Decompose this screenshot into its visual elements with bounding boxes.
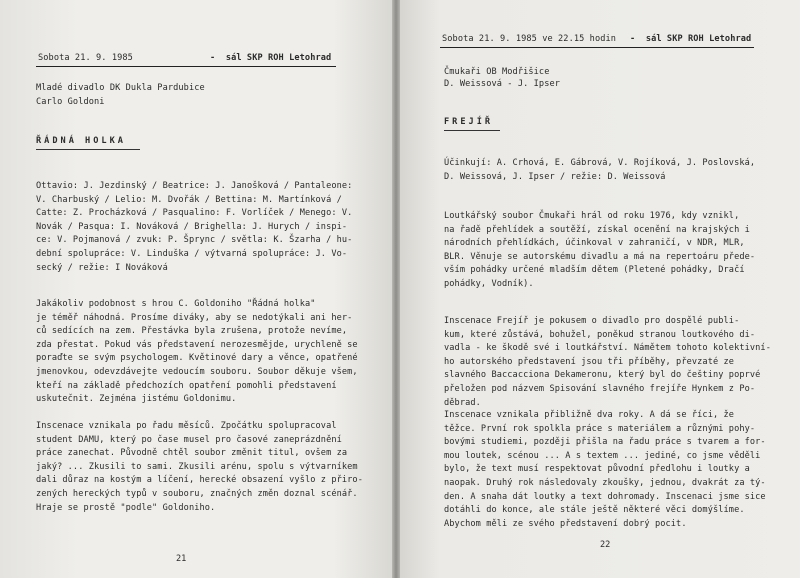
right-authors: D. Weissová - J. Ipser	[444, 79, 561, 89]
text-line: secký / režie: I Nováková	[36, 262, 168, 273]
text-line: den. A snaha dát loutky a text dohromady. Inscenaci jsme sice	[444, 491, 766, 502]
right-header-venue: - sál SKP ROH Letohrad	[630, 34, 752, 44]
text-line: slavného Baccaccionа Dekameronu, který byl do češtiny poprvé	[444, 370, 761, 381]
left-author: Carlo Goldoni	[36, 97, 105, 107]
page-21	[0, 0, 392, 578]
left-header-date: Sobota 21. 9. 1985	[38, 53, 133, 63]
text-line: Abychom měli ze svého představení dobrý pocit.	[444, 518, 687, 529]
text-line: zda přestat. Pokud vás představení nerozesmějde, urychleně se	[36, 339, 358, 350]
text-line: přeložen pod názvem Spisování slavného frejíře Hynkem z Po-	[444, 384, 756, 394]
text-line: V. Charbuský / Lelio: M. Dvořák / Bettina: M. Martínková /	[36, 194, 342, 205]
text-line: Jakákoliv podobnost s hrou C. Goldoniho "Řádná holka"	[36, 299, 316, 309]
text-line: kum, které zůstává, bohužel, poněkud stranou loutkového di-	[444, 329, 756, 340]
text-line: poraďte se svým psychologem. Květinové dary a věnce, opatřené	[36, 353, 358, 364]
text-line: na řadě přehlídek a soutěží, získal ocenění na krajských i	[444, 224, 750, 235]
text-line: těžce. První rok spolkla práce s materiálem a různými pohy-	[444, 423, 756, 434]
left-title-underline	[36, 149, 140, 150]
left-header-venue: - sál SKP ROH Letohrad	[210, 53, 332, 63]
text-line: ce: V. Pojmanová / zvuk: P. Šprync / světla: K. Šzarha / hu-	[36, 235, 353, 246]
text-line: dali důraz na kostým a líčení, herecké obsazení vyšlo z přiro-	[36, 475, 363, 486]
text-line: bovými studiemi, později přišla na řadu práce s tvarem a for-	[444, 437, 766, 448]
text-line: Účinkují: A. Crhová, E. Gábrová, V. Rojíková, J. Poslovská,	[444, 158, 756, 168]
text-line: Loutkářský soubor Čmukaři hrál od roku 1976, kdy vznikl,	[444, 211, 740, 221]
right-title-underline	[444, 130, 500, 131]
text-line: Ottavio: J. Jezdinský / Beatrice: J. Janošková / Pantaleone:	[36, 181, 353, 191]
text-line: Inscenace vznikala po řadu měsíců. Zpočátku spolupracoval	[36, 421, 337, 431]
right-play-title: FREJÍŘ	[444, 117, 494, 127]
right-company: Čmukaři OB Modřišice	[444, 67, 550, 77]
text-line: D. Weissová, J. Ipser / režie: D. Weissová	[444, 171, 666, 182]
text-line: ců sedících na zem. Přestávka byla zrušena, protože nevíme,	[36, 326, 348, 337]
left-company: Mladé divadlo DK Dukla Pardubice	[36, 83, 205, 93]
page-22	[400, 0, 800, 578]
text-line: Hraje se prostě "podle" Goldoniho.	[36, 502, 216, 513]
text-line: student DAMU, který po čase musel pro časové zaneprázdnění	[36, 434, 342, 445]
text-line: kteří na základě předchozích opatření pomohli představení	[36, 380, 337, 391]
book-gutter	[392, 0, 400, 578]
text-line: Inscenace Frejíř je pokusem o divadlo pro dospělé publi-	[444, 316, 740, 326]
left-play-title: ŘÁDNÁ HOLKA	[36, 136, 126, 146]
text-line: práce zanechat. Původně chtěl soubor změnit titul, ovšem za	[36, 448, 348, 459]
text-line: je téměř náhodná. Prosíme diváky, aby se nedotýkali ani her-	[36, 312, 353, 323]
text-line: jaký? ... Zkusili to sami. Zkusili arénu, spolu s výtvarníkem	[36, 461, 358, 472]
text-line: mou loutek, scénou ... A s textem ... jediné, co jsme věděli	[444, 450, 761, 461]
text-line: uskutečnit. Zejména jistému Goldonimu.	[36, 394, 237, 405]
text-line: děbrad.	[444, 397, 481, 408]
text-line: zených hereckých typů v souboru, značných změn doznal scénář.	[36, 489, 358, 499]
page-number-22: 22	[600, 540, 611, 550]
right-header-rule	[440, 47, 754, 48]
page-number-21: 21	[176, 554, 187, 564]
text-line: Inscenace vznikala přibližně dva roky. A dá se říci, že	[444, 410, 735, 420]
text-line: dební spolupráce: V. Linduška / výtvarná spolupráce: J. Vo-	[36, 249, 348, 259]
text-line: bylo, že text musí respektovat původní předlohu i loutky a	[444, 464, 750, 475]
text-line: dotáhli do konce, ale stále ještě některé věci domýšlíme.	[444, 505, 745, 516]
text-line: jmenovkou, odevzdávejte vedoucím souboru. Soubor děkuje všem,	[36, 367, 358, 377]
text-line: národních přehlídkách, účinkoval v zahraničí, v NDR, MLR,	[444, 238, 745, 249]
left-header-rule	[36, 66, 336, 67]
text-line: naopak. Druhý rok následovaly zkoušky, jednou, dvakrát za tý-	[444, 478, 766, 488]
text-line: BLR. Věnuje se autorskému divadlu a má na repertoáru přede-	[444, 251, 756, 262]
text-line: vším pohádky určené mladším dětem (Pletené pohádky, Dračí	[444, 265, 745, 276]
text-line: Novák / Pasqua: I. Nováková / Brighella: J. Hurych / inspi-	[36, 221, 348, 232]
right-header-date: Sobota 21. 9. 1985 ve 22.15 hodin	[442, 34, 617, 44]
text-line: pohádky, Vodník).	[444, 279, 534, 289]
text-line: Catte: Z. Procházková / Pasqualino: F. Vorlíček / Menego: V.	[36, 208, 353, 219]
text-line: ho autorského představení jsou tři příběhy, převzaté ze	[444, 356, 735, 367]
text-line: vadla - ke škodě své i loutkářství. Námětem tohoto kolektivní-	[444, 343, 771, 354]
